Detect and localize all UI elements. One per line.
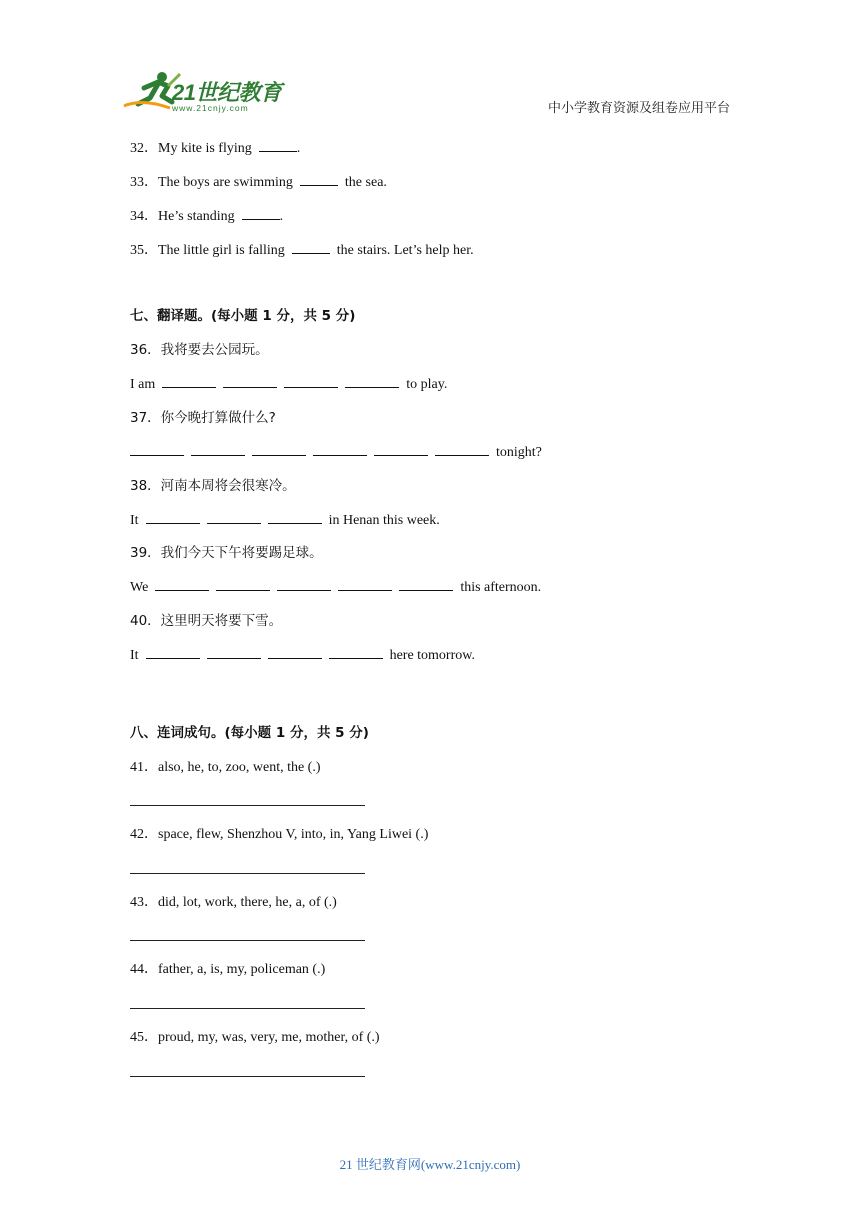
question-36-answer: I am to play. xyxy=(130,377,448,392)
answer-blank[interactable] xyxy=(146,646,200,659)
question-36-prompt: 36．我将要去公园玩。 xyxy=(130,342,269,358)
answer-blank[interactable] xyxy=(268,646,322,659)
question-37-answer: tonight? xyxy=(130,443,542,462)
answer-blank[interactable] xyxy=(162,375,216,388)
answer-blank[interactable] xyxy=(435,443,489,456)
answer-blank[interactable] xyxy=(207,646,261,659)
header-platform-text: 中小学教育资源及组卷应用平台 xyxy=(547,101,730,116)
answer-line[interactable] xyxy=(130,805,365,806)
answer-blank[interactable] xyxy=(277,578,331,591)
answer-blank[interactable] xyxy=(130,443,184,456)
answer-blank[interactable] xyxy=(292,241,330,254)
answer-blank[interactable] xyxy=(207,511,261,524)
question-42: 42．space, flew, Shenzhou V, into, in, Yang Liwei (.) xyxy=(130,827,429,842)
question-41: 41．also, he, to, zoo, went, the (.) xyxy=(130,760,321,775)
answer-blank[interactable] xyxy=(268,511,322,524)
logo-url: www.21cnjy.com xyxy=(172,103,249,113)
answer-blank[interactable] xyxy=(259,139,297,152)
question-34: 34．He’s standing . xyxy=(130,209,284,224)
answer-blank[interactable] xyxy=(191,443,245,456)
answer-blank[interactable] xyxy=(313,443,367,456)
question-37-prompt: 37．你今晚打算做什么? xyxy=(130,410,276,426)
answer-blank[interactable] xyxy=(345,375,399,388)
question-39-prompt: 39．我们今天下午将要踢足球。 xyxy=(130,545,323,561)
question-32: 32．My kite is flying . xyxy=(130,141,301,156)
question-43: 43．did, lot, work, there, he, a, of (.) xyxy=(130,895,337,910)
answer-blank[interactable] xyxy=(300,173,338,186)
question-45: 45．proud, my, was, very, me, mother, of (.) xyxy=(130,1030,380,1045)
question-38-prompt: 38．河南本周将会很寒冷。 xyxy=(130,478,296,494)
question-40-prompt: 40．这里明天将要下雪。 xyxy=(130,613,283,629)
question-44: 44．father, a, is, my, policeman (.) xyxy=(130,962,326,977)
answer-blank[interactable] xyxy=(374,443,428,456)
answer-blank[interactable] xyxy=(146,511,200,524)
answer-line[interactable] xyxy=(130,1008,365,1009)
answer-blank[interactable] xyxy=(252,443,306,456)
question-39-answer: We this afternoon. xyxy=(130,580,542,595)
question-38-answer: It in Henan this week. xyxy=(130,513,440,528)
section-8-title: 八、连词成句。(每小题 1 分，共 5 分) xyxy=(130,725,369,741)
answer-line[interactable] xyxy=(130,940,365,941)
answer-blank[interactable] xyxy=(223,375,277,388)
answer-blank[interactable] xyxy=(155,578,209,591)
section-7-title: 七、翻译题。(每小题 1 分，共 5 分) xyxy=(130,308,356,324)
answer-blank[interactable] xyxy=(329,646,383,659)
logo-text: 21世纪教育 xyxy=(172,80,282,105)
question-35: 35．The little girl is falling the stairs. Let’s help her. xyxy=(130,243,474,258)
answer-blank[interactable] xyxy=(399,578,453,591)
answer-line[interactable] xyxy=(130,1076,365,1077)
answer-line[interactable] xyxy=(130,873,365,874)
answer-blank[interactable] xyxy=(338,578,392,591)
answer-blank[interactable] xyxy=(216,578,270,591)
question-40-answer: It here tomorrow. xyxy=(130,648,475,663)
answer-blank[interactable] xyxy=(242,207,280,220)
answer-blank[interactable] xyxy=(284,375,338,388)
question-33: 33．The boys are swimming the sea. xyxy=(130,175,387,190)
footer-link[interactable]: 21 世纪教育网(www.21cnjy.com) xyxy=(339,1157,521,1172)
